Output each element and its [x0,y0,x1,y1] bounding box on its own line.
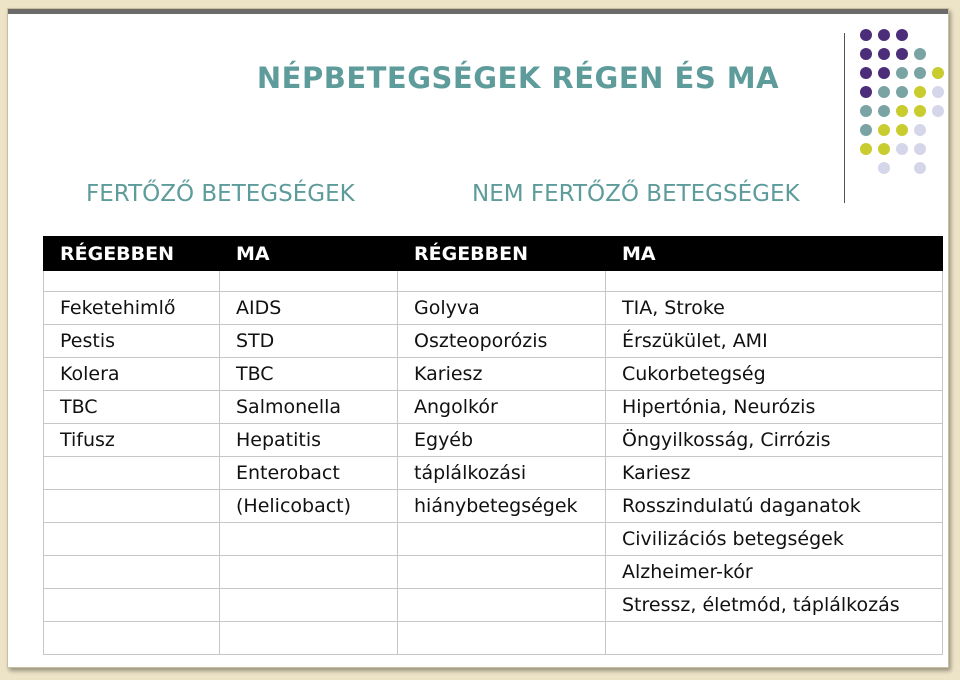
table-cell: Alzheimer-kór [606,556,943,589]
table-cell: Feketehimlő [44,292,220,325]
table-cell [44,490,220,523]
table-cell: hiánybetegségek [398,490,606,523]
table-cell: Cukorbetegség [606,358,943,391]
table-cell: Golyva [398,292,606,325]
table-header-row [44,237,943,271]
table-cell: Egyéb [398,424,606,457]
decorative-dot [896,86,908,98]
decorative-dot [860,124,872,136]
table-cell [606,271,943,292]
table-cell: Rosszindulatú daganatok [606,490,943,523]
table-row [44,358,943,391]
table-cell: Öngyilkosság, Cirrózis [606,424,943,457]
table-cell: TBC [220,358,398,391]
table-cell [44,589,220,622]
table-cell: STD [220,325,398,358]
decorative-dot [932,67,944,79]
table-row [44,271,943,292]
decorative-dot [914,143,926,155]
decorative-dot [914,105,926,117]
table-cell: Oszteoporózis [398,325,606,358]
decorative-dot [914,48,926,60]
table-cell: Kariesz [398,358,606,391]
table-cell: Érszükület, AMI [606,325,943,358]
decorative-dot [896,124,908,136]
table-cell: TIA, Stroke [606,292,943,325]
table-cell: Tifusz [44,424,220,457]
table-cell [220,622,398,655]
heading-infectious: FERTŐZŐ BETEGSÉGEK [86,181,355,207]
decorative-dot [860,67,872,79]
table-cell: Hepatitis [220,424,398,457]
table-row [44,292,943,325]
decorative-dot [896,105,908,117]
table-cell [44,622,220,655]
table-cell: Kariesz [606,457,943,490]
table-cell [44,271,220,292]
table-cell [220,556,398,589]
table-cell [44,523,220,556]
decorative-dot [914,86,926,98]
table-row [44,523,943,556]
decorative-dot [932,105,944,117]
decorative-dot [914,67,926,79]
table-cell [44,556,220,589]
decorative-dot [932,86,944,98]
table-cell [398,523,606,556]
table-row [44,490,943,523]
decorative-dot [860,29,872,41]
table-row [44,325,943,358]
table-cell [398,589,606,622]
table-cell: (Helicobact) [220,490,398,523]
table-cell [220,523,398,556]
table-cell: TBC [44,391,220,424]
slide [7,8,949,668]
table-cell: táplálkozási [398,457,606,490]
table-cell [398,271,606,292]
table-cell: Stressz, életmód, táplálkozás [606,589,943,622]
slide-title: NÉPBETEGSÉGEK RÉGEN ÉS MA [256,61,780,95]
decorative-dot [878,124,890,136]
table-cell: Hipertónia, Neurózis [606,391,943,424]
header-non-infectious-now: MA [606,237,943,271]
decorative-dot [878,162,890,174]
table-row [44,424,943,457]
decorative-dot [860,86,872,98]
decorative-dot [914,162,926,174]
decorative-dot [896,143,908,155]
table-cell: Angolkór [398,391,606,424]
table-row [44,622,943,655]
table-cell [44,457,220,490]
table-cell: Pestis [44,325,220,358]
table-cell: Salmonella [220,391,398,424]
table-cell [606,622,943,655]
decorative-dot [878,86,890,98]
table-row [44,589,943,622]
decorative-dot [878,67,890,79]
vertical-divider [844,33,845,203]
table-cell: Kolera [44,358,220,391]
table-cell [220,271,398,292]
decorative-dot [878,48,890,60]
header-infectious-now: MA [220,237,398,271]
table-cell: AIDS [220,292,398,325]
decorative-dot [896,67,908,79]
decorative-dot [878,105,890,117]
table-cell [398,556,606,589]
header-infectious-past: RÉGEBBEN [44,237,220,271]
decorative-dot [860,143,872,155]
heading-non-infectious: NEM FERTŐZŐ BETEGSÉGEK [472,181,800,207]
decorative-dot [878,29,890,41]
decorative-dot-grid [860,29,949,189]
decorative-dot [878,143,890,155]
table-cell [220,589,398,622]
table-row [44,391,943,424]
table-cell [398,622,606,655]
top-border [8,9,948,14]
decorative-dot [860,48,872,60]
table-cell: Civilizációs betegségek [606,523,943,556]
disease-table [43,236,943,655]
table-row [44,556,943,589]
decorative-dot [914,124,926,136]
header-non-infectious-past: RÉGEBBEN [398,237,606,271]
decorative-dot [896,29,908,41]
table-cell: Enterobact [220,457,398,490]
table-row [44,457,943,490]
decorative-dot [896,48,908,60]
decorative-dot [860,105,872,117]
